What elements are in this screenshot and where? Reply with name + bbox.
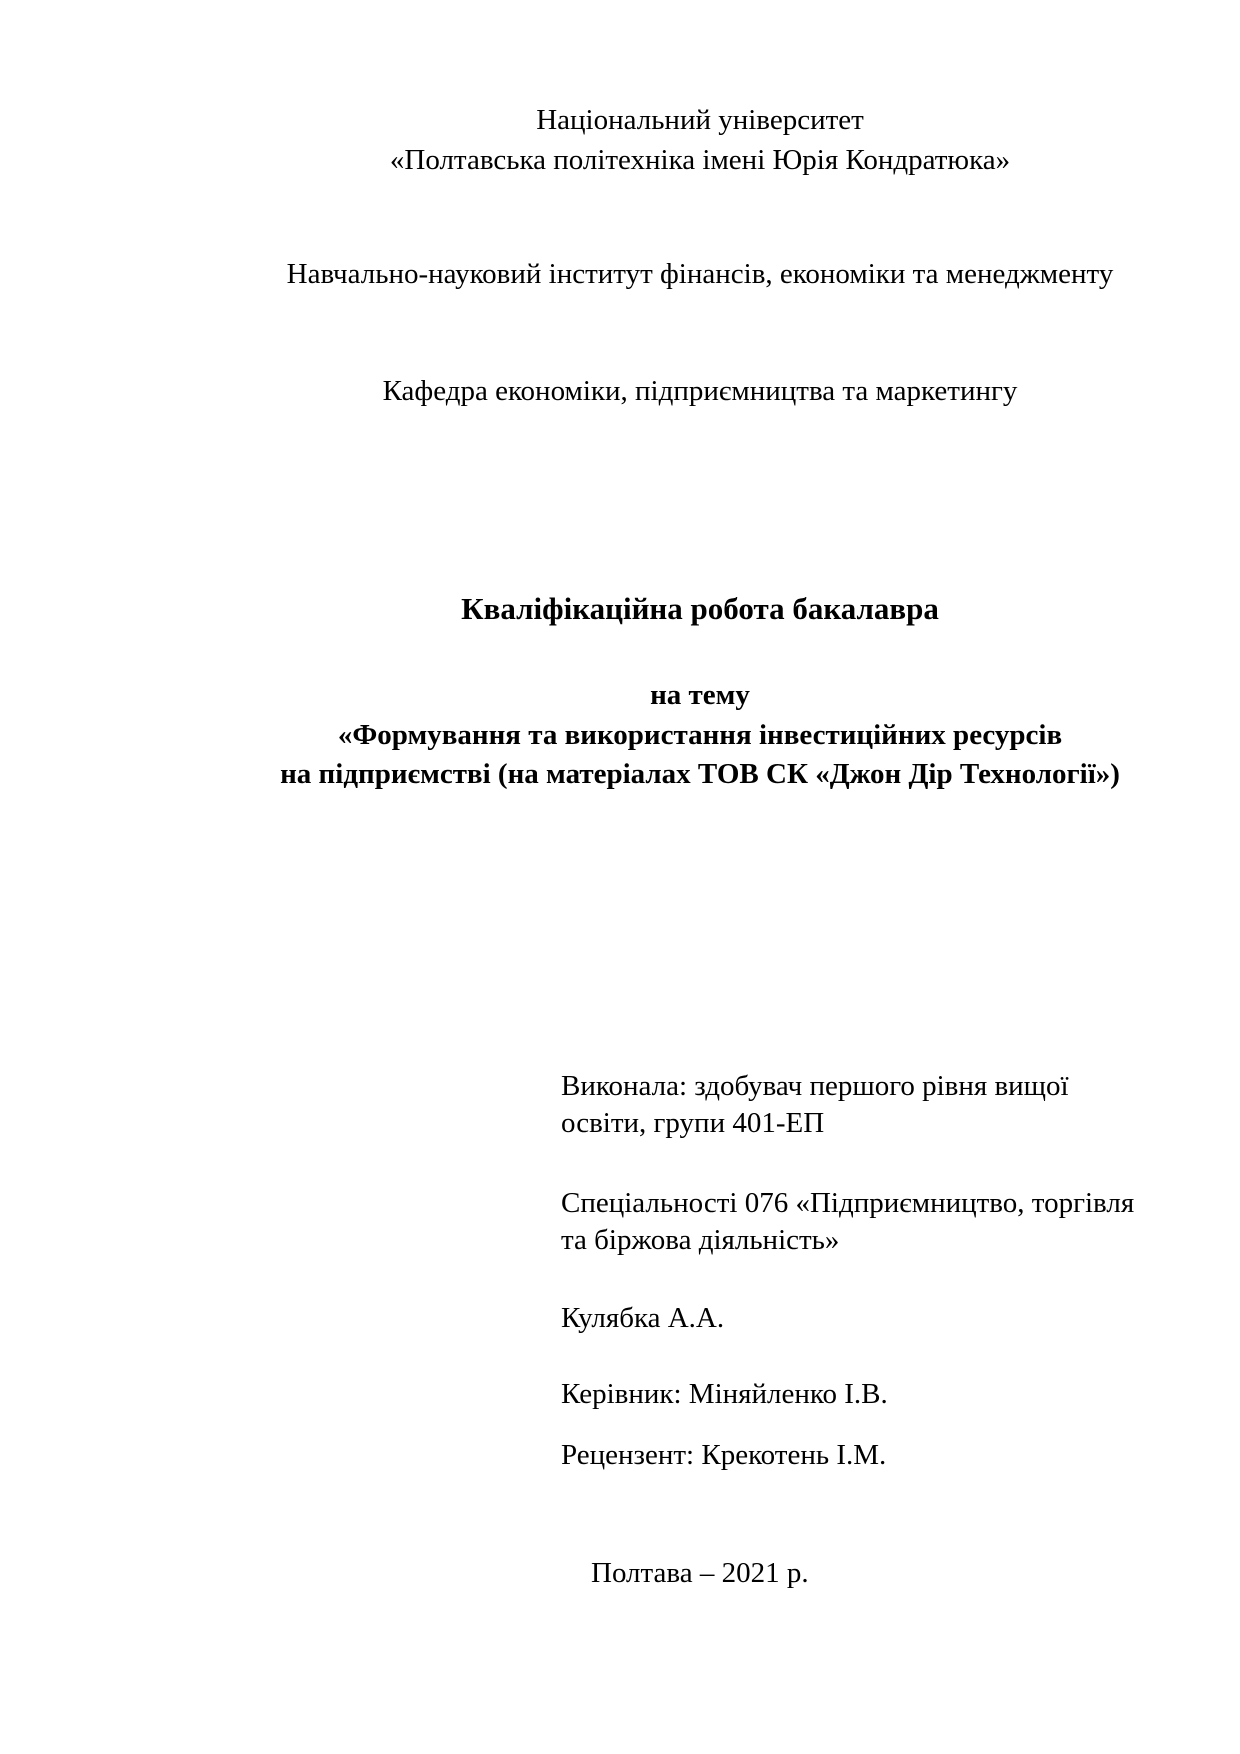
city-year: Полтава – 2021 р. [591, 1557, 809, 1589]
institute-name: Навчально-науковий інститут фінансів, економіки та менеджменту [286, 258, 1114, 290]
specialty-line2: та біржова діяльність» [561, 1224, 840, 1256]
work-type-heading: Кваліфікаційна робота бакалавра [461, 591, 939, 626]
supervisor: Керівник: Міняйленко І.В. [561, 1378, 888, 1410]
specialty-line1: Спеціальності 076 «Підприємництво, торгівля [561, 1187, 1135, 1219]
performed-by-line2: освіти, групи 401-ЕП [561, 1107, 825, 1139]
topic-label: на тему [650, 679, 750, 711]
reviewer: Рецензент: Крекотень І.М. [561, 1439, 887, 1471]
university-name-line2: «Полтавська політехніка імені Юрія Кондратюка» [389, 144, 1011, 176]
department-name: Кафедра економіки, підприємництва та маркетингу [382, 375, 1018, 407]
performed-by-line1: Виконала: здобувач першого рівня вищої [561, 1070, 1069, 1102]
topic-line-1: «Формування та використання інвестиційних ресурсів [337, 719, 1063, 751]
topic-line-2: на підприємстві (на матеріалах ТОВ СК «Джон Дір Технології») [280, 758, 1120, 790]
university-name-line1: Національний університет [536, 104, 864, 136]
author-name: Кулябка А.А. [561, 1302, 725, 1334]
